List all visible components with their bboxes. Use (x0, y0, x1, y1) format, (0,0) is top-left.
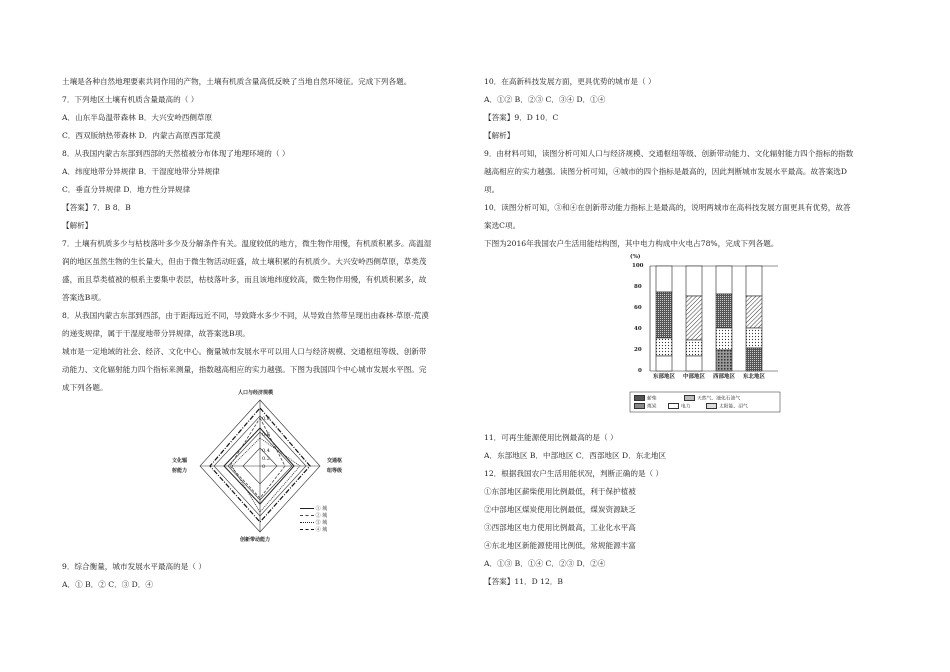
city-radar-figure (170, 388, 370, 548)
energy-bar-figure (628, 254, 788, 414)
analysis-heading-2: 【解析】 (484, 131, 515, 140)
ytick: 0 (638, 368, 642, 374)
xlabel-east: 东部地区 (653, 374, 676, 380)
answer-11-12: 【答案】11．D 12．B (484, 577, 563, 586)
question-11: 11．可再生能源使用比例最高的是（ ） (484, 433, 618, 442)
legend-electric: 电力 (668, 403, 691, 411)
radar-scale: 0.4 (262, 448, 270, 454)
analysis-line: 的递变规律，属于干湿度地带分异规律，故答案选B项。 (62, 329, 250, 338)
legend-city-2: ② 城 (315, 513, 328, 519)
radar-scale: 0.6 (262, 432, 270, 438)
radar-scale: 0 (262, 464, 266, 470)
radar-scale: 0.2 (262, 456, 270, 462)
xlabel-northeast: 东北地区 (743, 374, 766, 380)
bar-northeast-low (746, 348, 762, 371)
energy-intro: 下图为2016年我国农户生活用能结构图，其中电力构成中火电占78%，完成下列各题。 (484, 239, 779, 248)
radar-axis-bottom: 创新带动能力 (240, 537, 271, 543)
q7-options-cd: C．西双版纳热带森林 D．内蒙古高原西部荒漠 (62, 131, 221, 140)
question-10: 10．在高新科技发展方面，更具优势的城市是（ ） (484, 77, 656, 86)
analysis-line: 8．从我国内蒙古东部到西部，由于距海远近不同，导致降水多少不同，从导致自然带呈现出由森林-草原-荒漠 (62, 311, 429, 320)
analysis-line: 越高相应的实力越强。读图分析可知，④城市的四个指标是最高的，因此判断城市发展水平最高。故答案选D (484, 167, 847, 176)
legend-coal: 煤炭 (634, 403, 657, 411)
bar-west-mid (716, 294, 732, 328)
q9-options: A．① B．② C．③ D．④ (62, 580, 153, 589)
analysis-line: 润的地区虽然生物的生长量大，但由于微生物活动旺盛，故土壤积累的有机质少。大兴安岭西侧草原，草类茂 (62, 257, 427, 266)
radar-axis-left: 文化辐 (172, 458, 188, 464)
ytick: 20 (634, 347, 642, 353)
city-intro-line: 动能力、文化辐射能力四个指标来测量，指数越高相应的实力越强。下图为我国四个中心城市发展水平图。完 (62, 365, 427, 374)
q12-options: A．①③ B．①④ C．②③ D．②④ (484, 559, 606, 568)
bar-west-dots (716, 328, 732, 350)
q8-options-ab: A．纬度地带分异规律 B．干湿度地带分异规律 (62, 167, 220, 176)
analysis-line: 9．由材料可知，读图分析可知人口与经济规模、交通枢纽等级、创新带动能力、文化辐射能力四个指标的指数 (484, 149, 854, 158)
radar-axis-top: 人口与经济规模 (238, 390, 274, 396)
ytick: 80 (634, 284, 642, 290)
legend-city-1: ① 城 (315, 506, 328, 512)
bar-east-top (656, 266, 672, 292)
bar-northeast-mid (746, 296, 762, 328)
bars (656, 266, 762, 371)
legend-gas: 天然气、液化石油气 (684, 395, 740, 403)
analysis-heading: 【解析】 (62, 221, 93, 230)
q7-options-ab: A．山东半岛温带森林 B．大兴安岭西侧草原 (62, 113, 213, 122)
ytick: 40 (634, 326, 642, 332)
question-9: 9．综合衡量，城市发展水平最高的是（ ） (62, 562, 206, 571)
radar-axis-right-2: 纽等级 (327, 468, 343, 474)
bar-east-low (656, 356, 672, 371)
analysis-line: 10．读图分析可知，③和④在创新带动能力指标上是最高的，说明两城市在高科技发展方面更具有优势，故答 (484, 203, 851, 212)
radar-axis-left-2: 射能力 (172, 468, 188, 474)
question-7: 7．下列地区土壤有机质含量最高的（ ） (62, 95, 199, 104)
bar-east-mid (656, 292, 672, 338)
radar-scale: 0.8 (262, 416, 270, 422)
q12-statement: ③西部地区电力使用比例最高，工业化水平高 (484, 523, 636, 532)
bar-west-low (716, 350, 732, 371)
analysis-line: 盛，而且草类植被的根系主要集中表层，枯枝落叶多，而且该地纬度较高，微生物作用慢，有机质积累多，故 (62, 275, 427, 284)
bar-central-mid (686, 296, 702, 340)
analysis-line: 7．土壤有机质多少与枯枝落叶多少及分解条件有关。温度较低的地方，微生物作用慢，有机质积累多。高温湿 (62, 239, 432, 248)
ytick: 100 (632, 263, 644, 269)
intro-text: 土壤是各种自然地理要素共同作用的产物，土壤有机质含量高低反映了当地自然环境征。完成下列各题。 (62, 77, 412, 86)
legend-solar: 太阳能、沼气 (706, 403, 748, 411)
bar-northeast-top (746, 266, 762, 296)
analysis-line: 案选C项。 (484, 221, 521, 230)
radar-axis-right: 交通枢 (327, 458, 343, 464)
answer-9-10: 【答案】9．D 10．C (484, 113, 559, 122)
legend-firewood: 薪柴 (634, 395, 657, 403)
bar-east-dots (656, 338, 672, 356)
bar-central-top (686, 266, 702, 296)
q12-statement: ②中部地区煤炭使用比例最低，煤炭资源缺乏 (484, 505, 636, 514)
analysis-line: 答案选B项。 (62, 293, 106, 302)
bar-ylabel: (%) (630, 254, 641, 260)
q12-statement: ④东北地区新能源使用比例低，常规能源丰富 (484, 541, 636, 550)
bar-central-low (686, 356, 702, 371)
bar-northeast-dots (746, 328, 762, 348)
bar-central-dots (686, 340, 702, 356)
q8-options-cd: C．垂直分异规律 D．地方性分异规律 (62, 185, 191, 194)
q11-options: A．东部地区 B．中部地区 C．西部地区 D．东北地区 (484, 451, 667, 460)
city-intro-line: 成下列各题。 (62, 383, 108, 392)
q12-statement: ①东部地区薪柴使用比例最低，利于保护植被 (484, 487, 636, 496)
bar-chart-svg (628, 254, 788, 414)
q10-options: A．①② B．②③ C．③④ D．①④ (484, 95, 606, 104)
question-8: 8．从我国内蒙古东部到西部的天然植被分布体现了地理环境的（ ） (62, 149, 290, 158)
legend-city-3: ③ 城 (315, 520, 328, 526)
bar-west-top (716, 266, 732, 294)
question-12: 12．根据我国农户生活用能状况，判断正确的是（ ） (484, 469, 664, 478)
city-intro-line: 城市是一定地域的社会、经济、文化中心。衡量城市发展水平可以用人口与经济规模、交通枢纽等级、创新带 (62, 347, 427, 356)
ytick: 60 (634, 305, 642, 311)
xlabel-west: 西部地区 (713, 374, 736, 380)
legend-city-4: ④ 城 (315, 527, 328, 533)
xlabel-central: 中部地区 (683, 374, 706, 380)
analysis-line: 项。 (484, 185, 500, 194)
answer-7-8: 【答案】7．B 8．B (62, 203, 131, 212)
